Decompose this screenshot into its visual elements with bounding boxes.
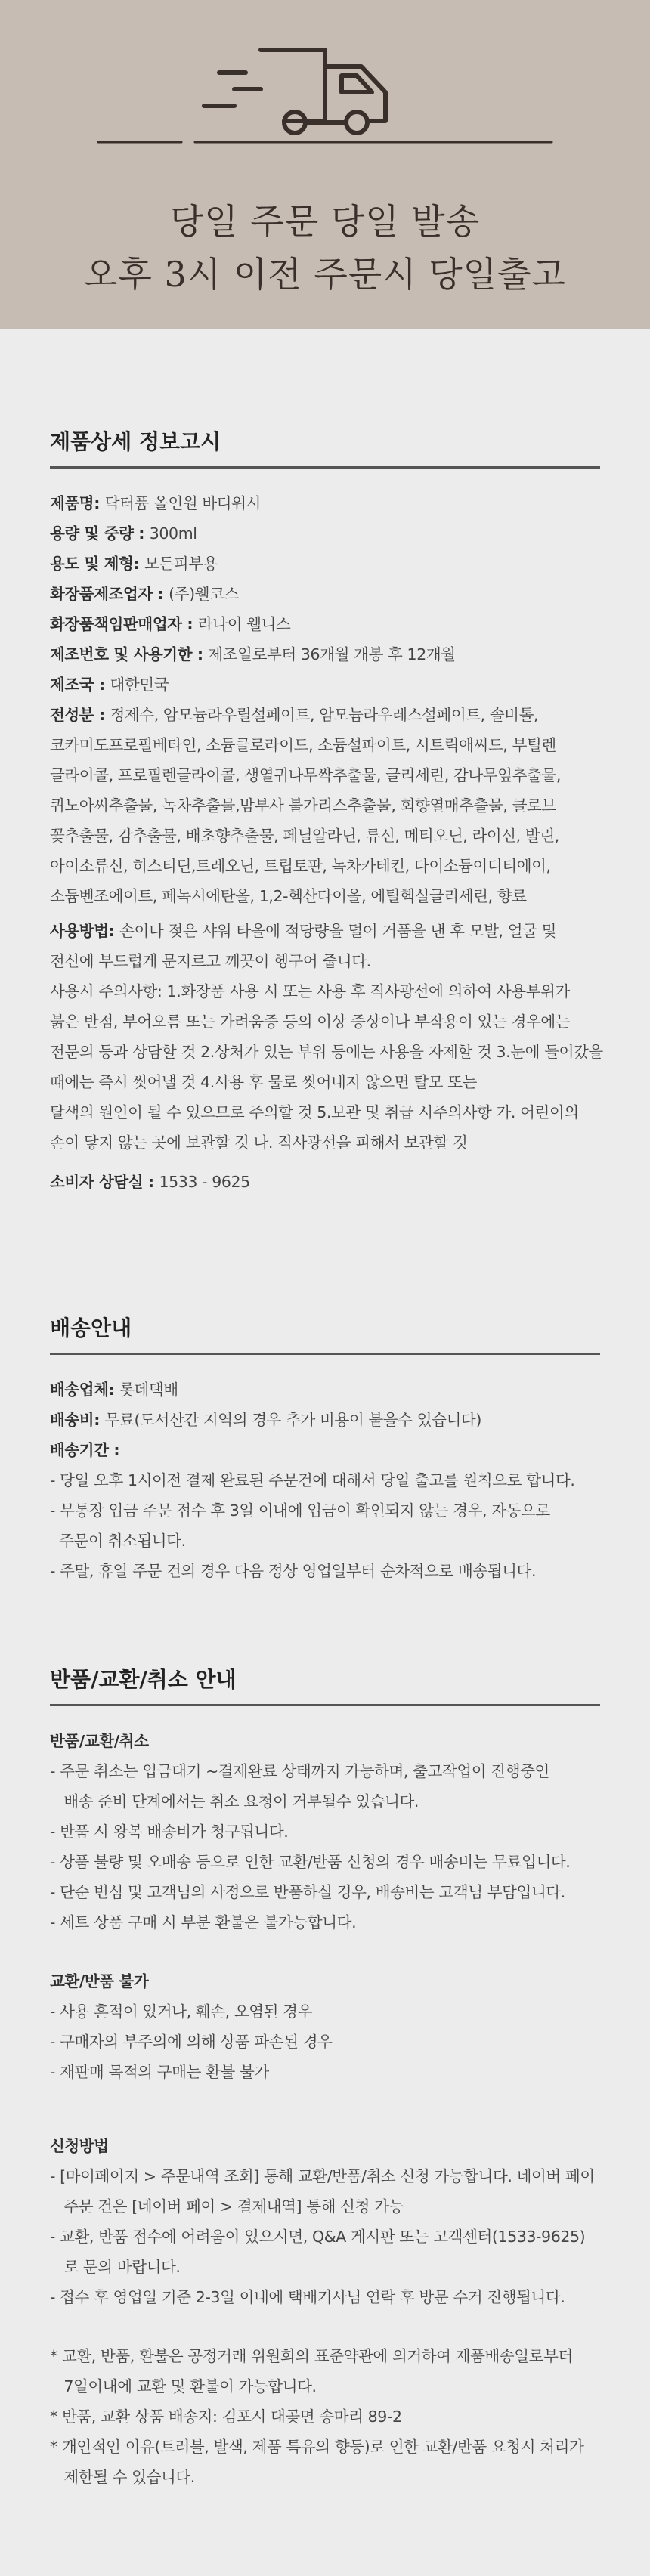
period-heading xyxy=(50,1435,600,1465)
ingredients-text: 정제수, 암모늄라우릴설페이트, 암모늄라우레스설페이트, 솔비톨, xyxy=(110,706,539,724)
cancel-line: 배송 준비 단계에서는 취소 요청이 거부될수 있습니다. xyxy=(50,1792,419,1811)
caution-line: 탈색의 원인이 될 수 있으므로 주의할 것 5.보관 및 취급 시주의사항 가. 어린이의 xyxy=(50,1103,579,1121)
cancel-line: - 주문 취소는 입금대기 ~결제완료 상태까지 가능하며, 출고작업이 진행중인 xyxy=(50,1762,549,1780)
info-row-volume xyxy=(50,518,600,549)
product-info-section xyxy=(50,425,603,1197)
product-info-body xyxy=(50,488,603,1197)
apply-heading xyxy=(50,2131,600,2161)
hero-line-1: 당일 주문 당일 발송 xyxy=(169,201,481,242)
noreturn-line: - 구매자의 부주의에 의해 상품 파손된 경우 xyxy=(50,2033,333,2051)
noreturn-line: - 재판매 목적의 구매는 환불 불가 xyxy=(50,2063,269,2081)
apply-line: 로 문의 바랍니다. xyxy=(50,2258,181,2276)
usage-line: 전신에 부드럽게 문지르고 깨끗이 헹구어 줍니다. xyxy=(50,952,371,970)
info-key: 사용방법: xyxy=(50,922,120,940)
info-row-manufacturer xyxy=(50,579,600,609)
caution-line: 전문의 등과 상담할 것 2.상처가 있는 부위 등에는 사용을 자제할 것 3.눈에 들어갔을 xyxy=(50,1043,603,1061)
section-title: 배송안내 xyxy=(50,1312,600,1355)
noreturn-heading xyxy=(50,1966,600,1996)
note-line: 제한될 수 있습니다. xyxy=(50,2468,195,2486)
info-value: 무료(도서산간 지역의 경우 추가 비용이 붙을수 있습니다) xyxy=(104,1411,481,1429)
hero-line-2: 오후 3시 이전 주문시 당일출고 xyxy=(84,254,566,295)
spacer xyxy=(50,2312,600,2341)
info-row-country xyxy=(50,670,600,700)
apply-line: - 접수 후 영업일 기준 2-3일 이내에 택배기사님 연락 후 방문 수거 진행됩니다. xyxy=(50,2288,565,2306)
cancel-line: - 세트 상품 구매 시 부분 환불은 불가능합니다. xyxy=(50,1913,357,1931)
info-row-expiry xyxy=(50,639,600,670)
hero-banner xyxy=(0,0,650,329)
spacer xyxy=(50,1937,600,1966)
section-title: 반품/교환/취소 안내 xyxy=(50,1663,600,1706)
info-key: 전성분 : xyxy=(50,706,110,724)
info-row-usage-type xyxy=(50,549,600,579)
spacer xyxy=(50,1158,600,1167)
sub-heading: 교환/반품 불가 xyxy=(50,1972,149,1990)
info-key: 제조국 : xyxy=(50,676,110,694)
note-line: * 개인적인 이유(트러블, 발색, 제품 특유의 향등)로 인한 교환/반품 요청시 처리가 xyxy=(50,2438,584,2456)
info-key: 화장품제조업자 : xyxy=(50,585,169,603)
info-key: 화장품책임판매업자 : xyxy=(50,615,198,633)
ingredients-line: 꽃추출물, 감추출물, 배초향추출물, 페닐알라닌, 류신, 메티오닌, 라이신, 발린, xyxy=(50,827,559,845)
apply-line: 주문 건은 [네이버 페이 > 결제내역] 통해 신청 가능 xyxy=(50,2197,404,2216)
apply-line: - 교환, 반품 접수에 어려움이 있으시면, Q&A 게시판 또는 고객센터(1533-9625) xyxy=(50,2228,586,2246)
caution-line: 때에는 즉시 씻어낼 것 4.사용 후 물로 씻어내지 않으면 탈모 또는 xyxy=(50,1073,477,1091)
fee-line xyxy=(50,1405,600,1435)
shipping-line: 주문이 취소됩니다. xyxy=(50,1532,186,1550)
info-value: 닥터퓸 올인원 바디워시 xyxy=(104,494,262,512)
truck-illustration xyxy=(0,0,650,166)
shipping-line: - 당일 오후 1시이전 결제 완료된 주문건에 대해서 당일 출고를 원칙으로 합니다. xyxy=(50,1471,575,1489)
shipping-line: - 무통장 입금 주문 접수 후 3일 이내에 입금이 확인되지 않는 경우, 자동으로 xyxy=(50,1501,550,1520)
info-key: 배송비: xyxy=(50,1411,105,1429)
info-key: 용량 및 중량 : xyxy=(50,524,150,543)
apply-line: - [마이페이지 > 주문내역 조회] 통해 교환/반품/취소 신청 가능합니다. 네이버 페이 xyxy=(50,2167,595,2185)
section-title: 제품상세 정보고시 xyxy=(50,425,600,469)
delivery-truck-icon xyxy=(0,0,650,166)
sub-heading: 반품/교환/취소 xyxy=(50,1732,149,1750)
customer-service-line xyxy=(50,1167,600,1197)
courier-line xyxy=(50,1375,600,1405)
info-row-name xyxy=(50,488,600,518)
info-value: 롯데택배 xyxy=(119,1381,178,1399)
note-line: 7일이내에 교환 및 환불이 가능합니다. xyxy=(50,2377,317,2395)
sub-heading: 신청방법 xyxy=(50,2137,109,2155)
ingredients-line: 코카미도프로필베타인, 소듐클로라이드, 소듐설파이트, 시트릭애씨드, 부틸렌 xyxy=(50,736,556,754)
info-value: 대한민국 xyxy=(110,676,169,694)
note-line: * 교환, 반품, 환불은 공정거래 위원회의 표준약관에 의거하여 제품배송일로부터 xyxy=(50,2347,573,2365)
info-key: 용도 및 제형: xyxy=(50,555,145,573)
info-value: (주)웰코스 xyxy=(169,585,239,603)
info-value: 제조일로부터 36개월 개봉 후 12개월 xyxy=(208,645,456,663)
cs-phone: 1533 - 9625 xyxy=(159,1173,250,1191)
caution-line: 손이 닿지 않는 곳에 보관할 것 나. 직사광선을 피해서 보관할 것 xyxy=(50,1133,468,1152)
info-key: 배송업체: xyxy=(50,1381,120,1399)
spacer xyxy=(50,2087,600,2131)
info-key: 소비자 상담실 : xyxy=(50,1173,159,1191)
shipping-line: - 주말, 휴일 주문 건의 경우 다음 정상 영업일부터 순차적으로 배송됩니다. xyxy=(50,1562,537,1580)
shipping-body xyxy=(50,1375,600,1586)
caution-line: 사용시 주의사항: 1.화장품 사용 시 또는 사용 후 직사광선에 의하여 사용부위가 xyxy=(50,982,570,1000)
hero-title xyxy=(0,195,650,301)
info-value: 라나이 웰니스 xyxy=(197,615,291,633)
usage-line xyxy=(50,916,600,946)
info-value: 모든피부용 xyxy=(144,555,218,573)
info-key: 제품명: xyxy=(50,494,105,512)
ingredients-line xyxy=(50,700,600,730)
ingredients-line: 퀴노아씨추출물, 녹차추출물,밤부사 불가리스추출물, 회향열매추출물, 클로브 xyxy=(50,796,556,815)
info-row-seller xyxy=(50,609,600,639)
ingredients-line: 글라이콜, 프로필렌글라이콜, 생열귀나무싹추출물, 글리세린, 감나무잎추출물, xyxy=(50,766,561,784)
usage-text: 손이나 젖은 샤워 타올에 적당량을 덜어 거품을 낸 후 모발, 얼굴 및 xyxy=(119,922,557,940)
cancel-heading xyxy=(50,1726,600,1756)
ingredients-line: 소듐벤조에이트, 페녹시에탄올, 1,2-헥산다이올, 에틸헥실글리세린, 향료 xyxy=(50,887,527,905)
returns-body xyxy=(50,1726,600,2492)
caution-line: 붉은 반점, 부어오름 또는 가려움증 등의 이상 증상이나 부작용이 있는 경우에는 xyxy=(50,1013,571,1031)
info-key: 배송기간 : xyxy=(50,1441,120,1459)
noreturn-line: - 사용 흔적이 있거나, 훼손, 오염된 경우 xyxy=(50,2002,312,2021)
cancel-line: - 단순 변심 및 고객님의 사정으로 반품하실 경우, 배송비는 고객님 부담입니다. xyxy=(50,1883,565,1901)
returns-section xyxy=(50,1663,600,2492)
cancel-line: - 상품 불량 및 오배송 등으로 인한 교환/반품 신청의 경우 배송비는 무료입니다. xyxy=(50,1853,571,1871)
ingredients-line: 아이소류신, 히스티딘,트레오닌, 트립토판, 녹차카테킨, 다이소듐이디티에이, xyxy=(50,857,551,875)
note-line: * 반품, 교환 상품 배송지: 김포시 대곶면 송마리 89-2 xyxy=(50,2407,402,2426)
info-value: 300ml xyxy=(149,524,197,543)
cancel-line: - 반품 시 왕복 배송비가 청구됩니다. xyxy=(50,1823,289,1841)
shipping-section xyxy=(50,1312,600,1586)
info-key: 제조번호 및 사용기한 : xyxy=(50,645,209,663)
